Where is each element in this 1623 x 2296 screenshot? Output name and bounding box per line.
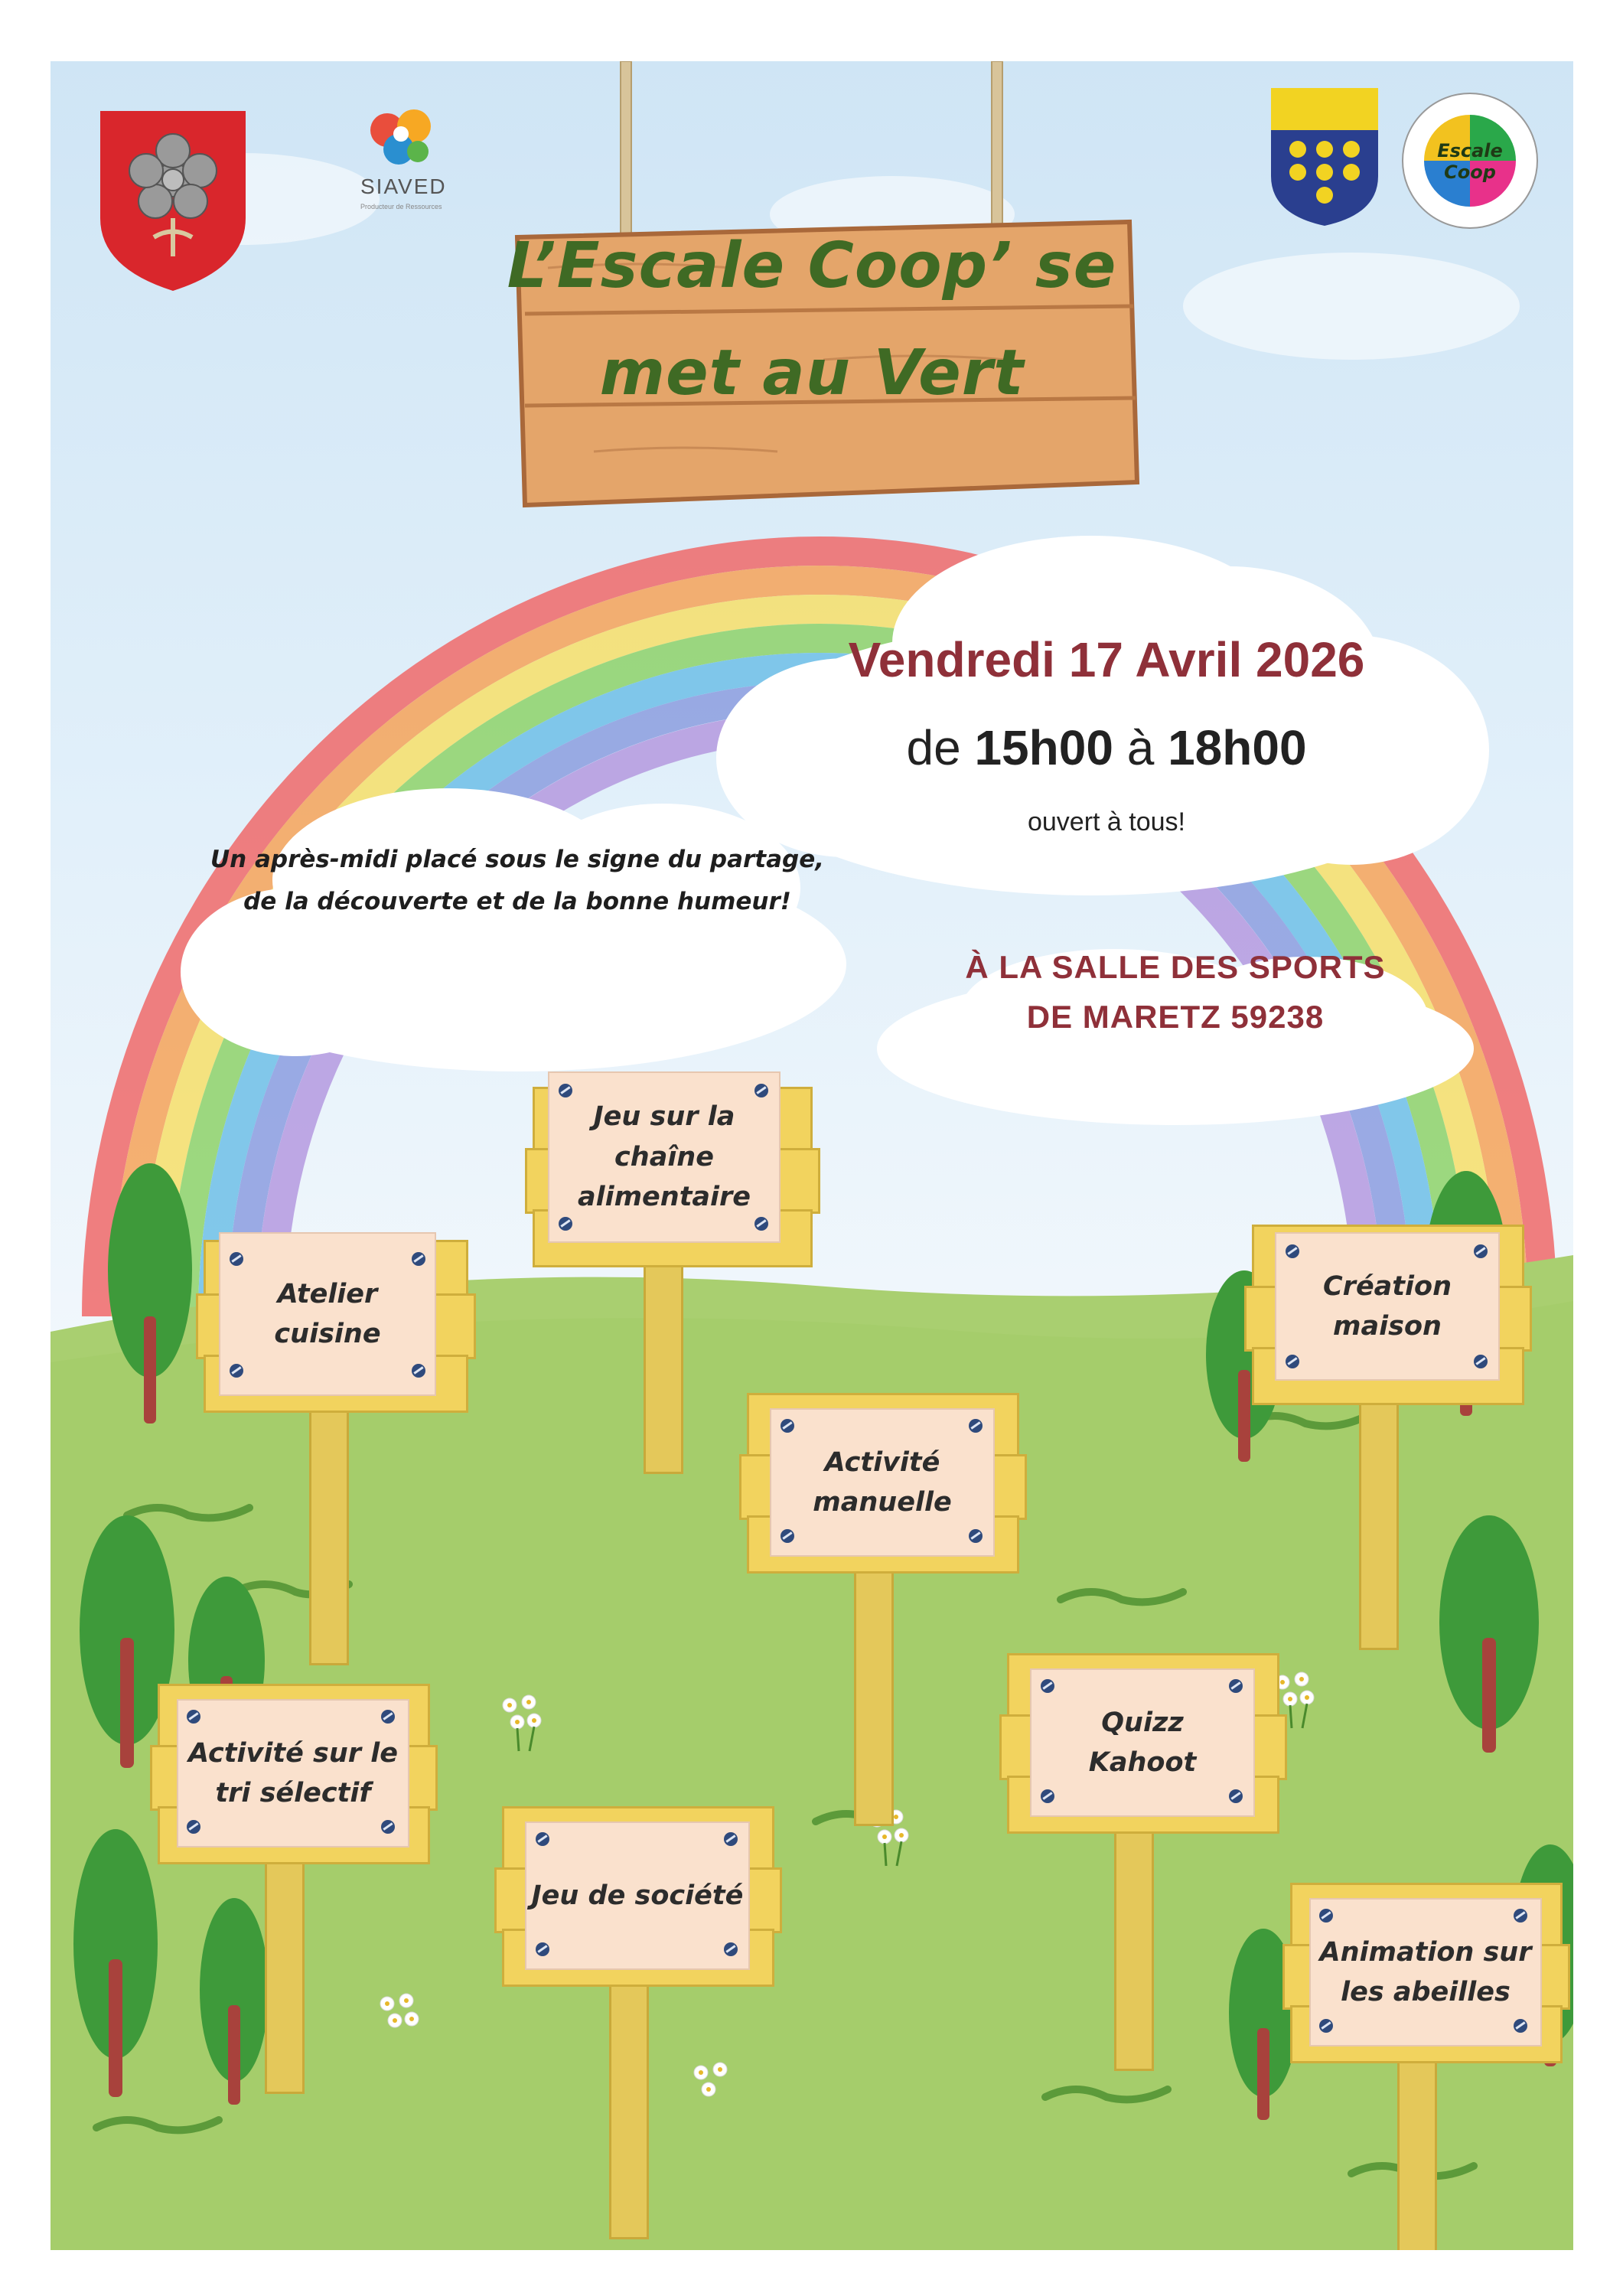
location-line-2: DE MARETZ 59238	[1026, 999, 1325, 1035]
screw-icon	[412, 1364, 425, 1378]
activity-sign-atelier-cuisine	[196, 1232, 479, 1661]
siaved-tagline: Producteur de Ressources	[360, 203, 442, 210]
event-time	[770, 719, 1443, 776]
screw-icon	[969, 1419, 983, 1433]
siaved-logo-icon	[311, 92, 494, 176]
screw-icon	[1319, 2019, 1333, 2033]
screw-icon	[781, 1419, 794, 1433]
screw-icon	[559, 1217, 572, 1231]
screw-icon	[1229, 1679, 1243, 1693]
tree-icon	[96, 1163, 204, 1424]
escale-coop-name: Escale Coop	[1437, 140, 1503, 183]
activity-line: Quizz	[1101, 1707, 1184, 1738]
screw-icon	[781, 1529, 794, 1543]
title-line-1: L’Escale Coop’ se	[507, 230, 1117, 302]
screw-icon	[1229, 1789, 1243, 1803]
siaved-name: SIAVED	[360, 174, 447, 198]
tagline-cloud	[158, 750, 877, 1102]
screw-icon	[536, 1942, 549, 1956]
activity-line: Atelier cuisine	[274, 1278, 381, 1349]
screw-icon	[969, 1529, 983, 1543]
activity-line: Animation sur	[1319, 1936, 1532, 1968]
screw-icon	[1474, 1244, 1488, 1258]
screw-icon	[754, 1217, 768, 1231]
activity-line: Activité	[824, 1446, 940, 1478]
activity-label-quizz-kahoot	[1030, 1668, 1255, 1817]
event-time-mid: à	[1113, 720, 1168, 775]
event-date: Vendredi 17 Avril 2026	[848, 632, 1365, 687]
sign-post	[609, 1959, 649, 2239]
screw-icon	[724, 1832, 738, 1846]
screw-icon	[536, 1832, 549, 1846]
activity-sign-animation-abeilles	[1282, 1883, 1573, 2250]
screw-icon	[559, 1084, 572, 1097]
activity-line: Jeu sur la	[593, 1101, 735, 1133]
activity-sign-quizz-kahoot	[999, 1653, 1290, 2066]
activity-label-jeu-societe	[525, 1821, 750, 1970]
activity-line: Création	[1323, 1270, 1452, 1302]
screw-icon	[1286, 1244, 1299, 1258]
tagline-line-2: de la découverte et de la bonne humeur!	[243, 888, 791, 915]
screw-icon	[1514, 2019, 1527, 2033]
activity-line: chaîne	[614, 1141, 714, 1172]
event-open-to: ouvert à tous!	[1027, 807, 1185, 837]
activity-line: manuelle	[813, 1487, 952, 1518]
activity-sign-creation-maison	[1244, 1217, 1535, 1645]
activity-line: maison	[1333, 1311, 1442, 1342]
siaved-logo	[311, 92, 494, 230]
sign-post	[1359, 1370, 1399, 1650]
screw-icon	[230, 1252, 243, 1266]
activity-line: tri sélectif	[215, 1778, 371, 1808]
screw-icon	[381, 1710, 395, 1724]
location-line-1: À LA SALLE DES SPORTS	[965, 949, 1386, 985]
screw-icon	[754, 1084, 768, 1097]
activity-line: Activité sur le	[188, 1737, 398, 1769]
yellow-blue-coat-of-arms-logo	[1267, 84, 1382, 230]
activity-line: les abeilles	[1341, 1977, 1511, 2007]
screw-icon	[1041, 1679, 1054, 1693]
activity-sign-jeu-societe	[494, 1806, 785, 2235]
sign-post	[1114, 1806, 1154, 2071]
screw-icon	[1041, 1789, 1054, 1803]
screw-icon	[1474, 1355, 1488, 1368]
activity-label-atelier-cuisine	[219, 1232, 436, 1396]
title-line-2: met au Vert	[599, 337, 1025, 409]
activity-label-animation-abeilles	[1309, 1898, 1542, 2047]
activity-line: Jeu de société	[531, 1880, 744, 1911]
screw-icon	[1319, 1909, 1333, 1923]
escale-coop-logo	[1397, 88, 1543, 233]
activity-label-creation-maison	[1275, 1232, 1500, 1381]
screw-icon	[1514, 1909, 1527, 1923]
activity-label-jeu-chaine	[548, 1071, 781, 1243]
screw-icon	[412, 1252, 425, 1266]
sign-post	[1397, 2036, 1437, 2250]
sign-post	[854, 1546, 894, 1826]
activity-sign-activite-manuelle	[739, 1393, 1030, 1821]
poster	[51, 61, 1573, 2250]
screw-icon	[187, 1820, 200, 1834]
sign-post	[265, 1837, 305, 2094]
tagline-line-1: Un après-midi placé sous le signe du partage,	[210, 846, 825, 873]
event-time-end: 18h00	[1168, 720, 1307, 775]
activity-label-activite-manuelle	[770, 1408, 995, 1557]
screw-icon	[230, 1364, 243, 1378]
sign-post	[309, 1385, 349, 1665]
activity-line: alimentaire	[577, 1182, 751, 1213]
activity-sign-tri-selectif	[150, 1684, 441, 2089]
activity-line: Kahoot	[1088, 1747, 1197, 1778]
event-time-prefix: de	[906, 720, 975, 775]
screw-icon	[724, 1942, 738, 1956]
screw-icon	[1286, 1355, 1299, 1368]
screw-icon	[381, 1820, 395, 1834]
flower-icon	[494, 1691, 548, 1753]
activity-label-tri-selectif	[177, 1699, 409, 1848]
screw-icon	[187, 1710, 200, 1724]
event-time-start: 15h00	[974, 720, 1113, 775]
